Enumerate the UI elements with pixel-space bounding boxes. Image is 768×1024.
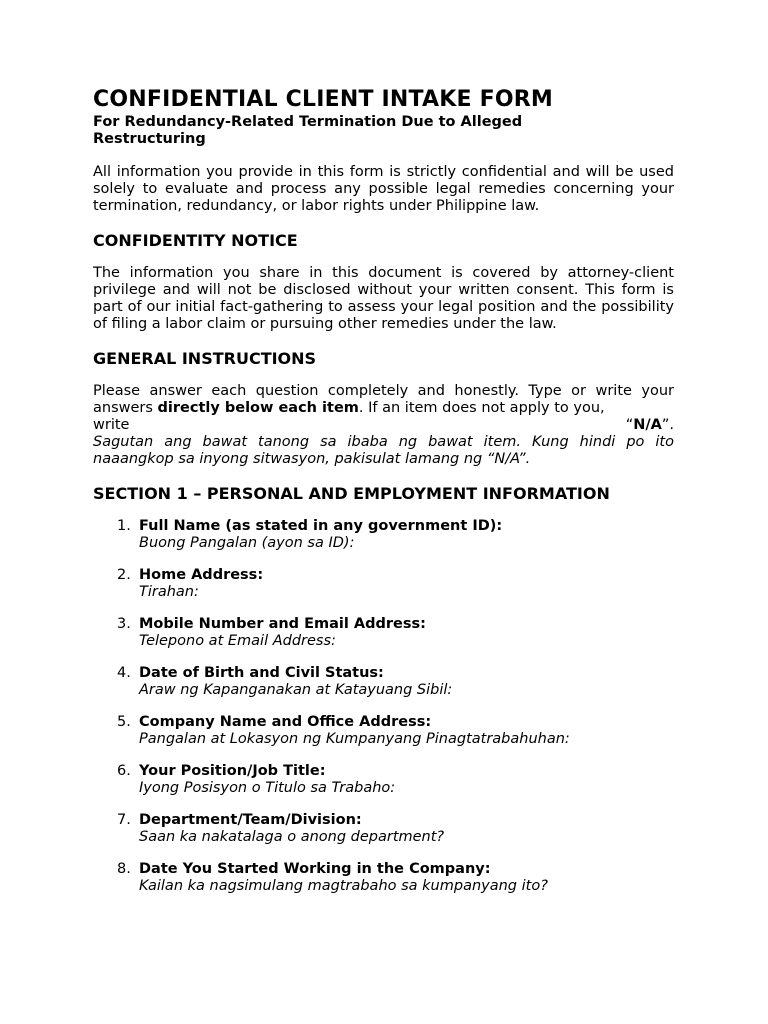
item-number: 8.: [117, 861, 131, 877]
item-translation: Buong Pangalan (ayon sa ID):: [139, 535, 355, 551]
section-1-heading: SECTION 1 – PERSONAL AND EMPLOYMENT INFORMATION: [93, 484, 610, 503]
na-open-quote: “: [625, 417, 634, 433]
instructions-text-1: Please answer each question completely and honestly. Type or write your answers: [93, 383, 674, 416]
list-item: [93, 518, 674, 552]
intro-paragraph: All information you provide in this form is strictly confidential and will be used solely to evaluate and process any possible legal remedies concerning your termination, redundancy, or labor rights under Philippine law.: [93, 164, 674, 214]
item-question: Mobile Number and Email Address:: [139, 616, 426, 632]
list-item: [93, 861, 674, 895]
list-item: [93, 763, 674, 797]
item-question: Department/Team/Division:: [139, 812, 362, 828]
item-number: 3.: [117, 616, 131, 632]
item-translation: Tirahan:: [139, 584, 199, 600]
instructions-block: [93, 383, 674, 468]
item-translation: Araw ng Kapanganakan at Katayuang Sibil:: [139, 682, 453, 698]
na-bold: N/A: [633, 417, 662, 433]
item-translation: Kailan ka nagsimulang magtrabaho sa kumpanyang ito?: [139, 878, 548, 894]
instructions-bold-text: directly below each item: [157, 400, 359, 416]
notice-heading: CONFIDENTITY NOTICE: [93, 231, 298, 250]
list-item: [93, 616, 674, 650]
item-number: 2.: [117, 567, 131, 583]
item-number: 1.: [117, 518, 131, 534]
instructions-text-2: . If an item does not apply to you,: [358, 400, 605, 416]
item-translation: Saan ka nakatalaga o anong department?: [139, 829, 445, 845]
item-number: 4.: [117, 665, 131, 681]
instructions-paragraph: [93, 383, 674, 417]
list-item: [93, 665, 674, 699]
list-item: [93, 812, 674, 846]
list-item: [93, 714, 674, 748]
na-marker: [626, 417, 674, 434]
notice-paragraph: The information you share in this document is covered by attorney-client privilege and will not be disclosed without your written consent. This form is part of our initial fact-gathering to assess your legal position and the possibility of filing a labor claim or pursuing other remedies under the law.: [93, 265, 674, 332]
section-1-list: [93, 518, 674, 895]
item-question: Date of Birth and Civil Status:: [139, 665, 384, 681]
write-na-line: [93, 417, 674, 434]
write-word: write: [93, 417, 130, 433]
item-number: 6.: [117, 763, 131, 779]
instructions-tagalog: Sagutan ang bawat tanong sa ibaba ng bawat item. Kung hindi po ito naaangkop sa inyong sitwasyon, pakisulat lamang ng “N/A”.: [93, 434, 674, 467]
item-question: Full Name (as stated in any government ID):: [139, 518, 503, 534]
item-translation: Pangalan at Lokasyon ng Kumpanyang Pinagtatrabahuhan:: [139, 731, 570, 747]
item-translation: Telepono at Email Address:: [139, 633, 336, 649]
item-number: 5.: [117, 714, 131, 730]
item-question: Date You Started Working in the Company:: [139, 861, 491, 877]
form-title: CONFIDENTIAL CLIENT INTAKE FORM: [93, 87, 553, 112]
item-question: Company Name and Office Address:: [139, 714, 432, 730]
form-subtitle: For Redundancy-Related Termination Due to Alleged Restructuring: [93, 114, 523, 147]
item-question: Your Position/Job Title:: [139, 763, 326, 779]
document-content: [93, 86, 674, 910]
na-close-quote: ”.: [661, 417, 674, 433]
item-number: 7.: [117, 812, 131, 828]
list-item: [93, 567, 674, 601]
instructions-heading: GENERAL INSTRUCTIONS: [93, 349, 317, 368]
item-translation: Iyong Posisyon o Titulo sa Trabaho:: [139, 780, 396, 796]
item-question: Home Address:: [139, 567, 264, 583]
